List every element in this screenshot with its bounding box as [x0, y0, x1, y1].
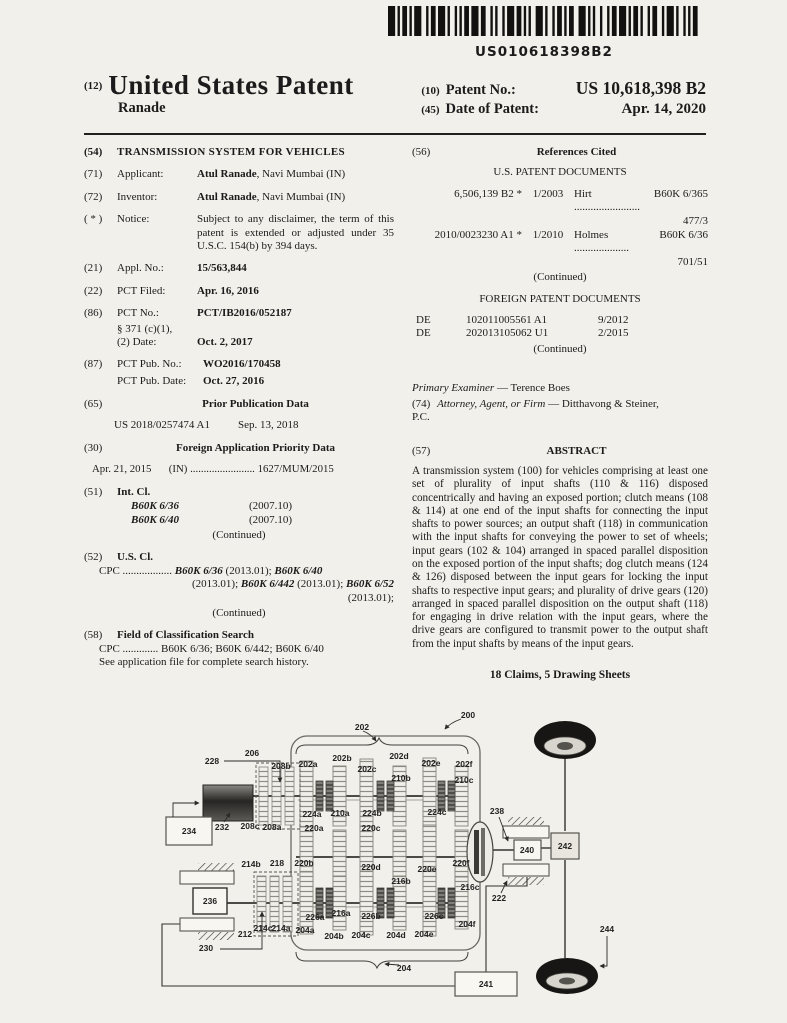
abstract-text: A transmission system (100) for vehicles comprising at least one set of plurality of input shafts (110 & 116) disposed concentrically and having an exposed portion; clutch means (108 & 114) at one end of the input shafts for connecting the input shafts to power sources; an output shaft (118) in communication with the input shafts for conveying the power to set of wheels; input gears (102 & 104) arranged in spaced parallel disposition on the exposed portion of the input shafts; dog clutch means (124 & 126) disposed between the input gears for locking the input shafts to respective input gears; and plurality of drive gears (120) arranged in spaced parallel disposition on the output shaft (118) for engaging in drive relation with the input gears, where the drive gears are configured to transmit power to the output shaft from the input shafts by means of the input gears. [412, 464, 708, 650]
us-ref-line1 [412, 188, 708, 215]
field-num: (30) [84, 442, 103, 455]
pct-filed-label: PCT Filed: [117, 284, 166, 297]
field-search-note: See application file for complete search history. [99, 656, 309, 669]
figure-ref-label-202: 202 [354, 722, 370, 732]
figure-ref-label-218: 218 [269, 858, 285, 868]
transmission-schematic [0, 700, 787, 1023]
figure-ref-label-220d: 220d [361, 862, 381, 872]
us-cl-segment: B60K 6/36 [174, 564, 223, 577]
pct-no-field [84, 307, 394, 349]
sect371-line2 [117, 336, 394, 349]
inventor-label: Inventor: [117, 190, 158, 203]
field-num: (87) [84, 358, 103, 371]
ref-number: 2010/0023230 A1 * [434, 229, 522, 242]
int-cl-entries [84, 500, 394, 527]
appl-no-label: Appl. No.: [117, 262, 164, 275]
figure-ref-label-208c: 208c [240, 821, 260, 831]
figure-ref-label-210b: 210b [391, 773, 411, 783]
inventor-value [197, 191, 394, 204]
spacer [210, 419, 238, 432]
figure-ref-label-224c: 224c [427, 807, 447, 817]
appl-no-value: 15/563,844 [197, 262, 247, 275]
ref-class: B60K 6/365 [653, 187, 708, 200]
figure-ref-label-234: 234 [181, 826, 197, 836]
foreign-date: 2/2015 [598, 327, 629, 340]
priority-number: 1627/MUM/2015 [257, 462, 334, 475]
inventor-surname: Ranade [118, 100, 166, 116]
wheel-bottom-icon [536, 958, 598, 994]
continued-note: (Continued) [533, 271, 587, 284]
figure-ref-label-244: 244 [599, 924, 615, 934]
field-num-45: (45) [421, 104, 440, 116]
ref-name: Hirt ........................ [574, 187, 640, 214]
us-ref-line1 [412, 229, 708, 256]
patent-no-value: US 10,618,398 B2 [575, 78, 706, 98]
figure-ref-label-220b: 220b [294, 858, 314, 868]
figure-ref-label-212: 212 [237, 929, 253, 939]
field-num: (56) [412, 146, 431, 158]
int-cl-code: B60K 6/40 [131, 513, 179, 526]
ref-name: Holmes .................... [574, 229, 629, 255]
foreign-priority-line [92, 463, 394, 476]
foreign-priority-heading [84, 442, 394, 455]
abstract-heading [412, 445, 708, 458]
us-cl-segment: B60K 6/52 [346, 578, 394, 591]
figure-ref-label-216a: 216a [331, 908, 351, 918]
us-cl-segment: B60K 6/40 [274, 564, 323, 577]
continued-note: (Continued) [533, 342, 587, 355]
inventor-rest: , Navi Mumbai (IN) [256, 190, 346, 203]
field-search-title: Field of Classification Search [117, 628, 254, 641]
foreign-number: 102011005561 A1 [466, 314, 548, 327]
figure-ref-label-226b: 226b [361, 911, 381, 921]
priority-date: Apr. 21, 2015 [92, 462, 152, 475]
int-cl-code: B60K 6/36 [131, 500, 179, 513]
brace-204 [296, 952, 468, 968]
figure-ref-label-202a: 202a [298, 759, 318, 769]
attorney-firm: — Ditthavong & Steiner, [545, 397, 659, 410]
foreign-number: 202013105062 U1 [466, 327, 549, 340]
primary-examiner-line [412, 382, 708, 395]
claims-line: 18 Claims, 5 Drawing Sheets [489, 669, 631, 682]
notice-label: Notice: [117, 213, 150, 226]
kind-code: (12) [84, 80, 103, 92]
examiner-label: Primary Examiner [412, 382, 495, 395]
header-rule [84, 133, 706, 135]
foreign-country: DE [416, 327, 431, 340]
figure-ref-label-206: 206 [244, 748, 260, 758]
ref-class2: 477/3 [682, 214, 708, 227]
figure-ref-label-230: 230 [198, 943, 214, 953]
appl-no-field [84, 262, 394, 275]
field-num: (52) [84, 550, 103, 563]
field-num-10: (10) [421, 85, 440, 97]
us-cl-line [99, 565, 394, 578]
pct-no-label: PCT No.: [117, 307, 159, 320]
figure-ref-label-208a: 208a [262, 822, 282, 832]
figure-ref-label-224a: 224a [302, 809, 322, 819]
foreign-priority-title: Foreign Application Priority Data [176, 442, 335, 455]
clutch-disc-220f [467, 822, 493, 882]
figure-ref-label-220a: 220a [304, 823, 324, 833]
foreign-patent-documents [412, 314, 708, 341]
pct-pub-date-value: Oct. 27, 2016 [203, 374, 265, 387]
field-num: ( * ) [84, 213, 103, 226]
bibliographic-columns [84, 146, 708, 682]
applicant-value [197, 168, 394, 181]
document-title: United States Patent [108, 70, 354, 100]
figure-ref-label-214a: 214a [271, 923, 291, 933]
figure-ref-label-204f: 204f [458, 919, 476, 929]
figure-ref-label-210a: 210a [330, 808, 350, 818]
right-column [404, 146, 708, 682]
wheel-top-icon [534, 721, 596, 759]
continued-note: (Continued) [212, 607, 266, 620]
field-num: (65) [84, 398, 103, 411]
barcode-number: US010618398B2 [475, 44, 613, 60]
figure-ref-label-240: 240 [519, 845, 535, 855]
continued-note: (Continued) [212, 529, 266, 542]
figure-ref-label-224b: 224b [362, 808, 382, 818]
pct-no-value: PCT/IB2016/052187 [197, 307, 292, 320]
page-header [84, 70, 706, 118]
header-right [421, 70, 706, 118]
figure-ref-label-216b: 216b [391, 876, 411, 886]
date-of-patent-label: Date of Patent: [445, 101, 539, 117]
field-num: (57) [412, 444, 431, 457]
clutch-206-208 [256, 763, 300, 829]
us-cl-segment: B60K 6/442 [240, 578, 295, 591]
ref-date: 1/2010 [532, 229, 564, 242]
figure-ref-label-202c: 202c [357, 764, 377, 774]
applicant-field [84, 168, 394, 181]
field-num: (86) [84, 307, 103, 320]
figure-ref-label-222: 222 [491, 893, 507, 903]
invention-title: TRANSMISSION SYSTEM FOR VEHICLES [117, 146, 345, 158]
us-patent-documents [412, 188, 708, 269]
sect371 [117, 323, 394, 350]
us-cl-segment: (2013.01); [294, 578, 347, 591]
priority-country: (IN) [168, 462, 188, 475]
foreign-date: 9/2012 [598, 314, 629, 327]
figure-ref-label-226c: 226c [424, 911, 444, 921]
us-ref-row [412, 229, 708, 269]
patent-no-label: Patent No.: [445, 82, 516, 98]
figure-ref-label-204c: 204c [351, 930, 371, 940]
pct-pub-value: WO2016/170458 [203, 358, 281, 371]
barcode-stripes-icon [388, 6, 700, 38]
int-cl-title: Int. Cl. [117, 485, 151, 498]
applicant-label: Applicant: [117, 168, 164, 181]
barcode [388, 6, 700, 60]
figure-ref-label-204: 204 [396, 963, 412, 973]
foreign-ref-row [416, 327, 708, 340]
applicant-name: Atul Ranade [197, 168, 257, 181]
header-left [84, 70, 354, 118]
int-cl-entry [131, 500, 394, 513]
int-cl-heading [84, 486, 394, 499]
title-field [84, 146, 394, 159]
us-cl-title: U.S. Cl. [117, 550, 154, 563]
figure-ref-label-228: 228 [204, 756, 220, 766]
prior-pub-line [114, 419, 394, 432]
field-num: (54) [84, 146, 103, 158]
figure-ref-label-238: 238 [489, 806, 505, 816]
spacer [84, 375, 117, 388]
figure-ref-label-202f: 202f [455, 759, 473, 769]
foreign-docs-heading: FOREIGN PATENT DOCUMENTS [479, 292, 641, 305]
us-cl-line [99, 592, 394, 605]
prior-pub-heading [84, 398, 394, 411]
us-cl-lines [99, 565, 394, 605]
foreign-country: DE [416, 314, 431, 327]
us-cl-segment: CPC .................. [99, 564, 175, 577]
us-cl-segment: (2013.01); [347, 591, 394, 604]
us-ref-row [412, 188, 708, 228]
us-cl-line [99, 578, 394, 591]
us-docs-heading: U.S. PATENT DOCUMENTS [493, 166, 627, 179]
ref-date: 1/2003 [532, 187, 564, 200]
field-num: (74) [412, 397, 431, 410]
inventor-name: Atul Ranade [197, 190, 257, 203]
date-371-label: (2) Date: [117, 336, 157, 349]
inventor-field [84, 191, 394, 204]
figure-ref-label-214b: 214b [241, 859, 261, 869]
field-search-cpc: CPC ............. B60K 6/36; B60K 6/442; B60K 6/40 [99, 642, 324, 655]
ref-number: 6,506,139 B2 * [454, 187, 522, 200]
pct-pub-date-label: PCT Pub. Date: [117, 374, 187, 387]
us-cl-segment: (2013.01); [222, 564, 275, 577]
prior-pub-date: Sep. 13, 2018 [237, 418, 299, 431]
notice-text: Subject to any disclaimer, the term of this patent is extended or adjusted under 35 U.S.C. 154(b) by 394 days. [197, 213, 394, 253]
date-of-patent-value: Apr. 14, 2020 [621, 101, 706, 117]
figure-ref-label-226a: 226a [305, 912, 325, 922]
ref-class: B60K 6/36 [659, 229, 708, 242]
left-column [84, 146, 404, 682]
figure-ref-label-204d: 204d [386, 930, 406, 940]
field-num: (71) [84, 168, 103, 181]
field-num: (51) [84, 485, 103, 498]
pct-pub-field [84, 358, 394, 388]
foreign-ref-row [416, 314, 708, 327]
figure-ref-label-202e: 202e [421, 758, 441, 768]
figure-ref-label-202d: 202d [389, 751, 409, 761]
pct-pub-label: PCT Pub. No.: [117, 358, 182, 371]
figure-ref-label-210c: 210c [454, 775, 474, 785]
figure-ref-label-216c: 216c [460, 882, 480, 892]
figure-ref-label-220f: 220f [452, 858, 470, 868]
figure-ref-label-242: 242 [557, 841, 573, 851]
attorney-label: Attorney, Agent, or Firm [437, 397, 546, 410]
dot-leader: ........................ [190, 462, 255, 475]
figure-ref-label-236: 236 [202, 896, 218, 906]
figure-ref-label-202b: 202b [332, 753, 352, 763]
field-num: (21) [84, 262, 103, 275]
pct-filed-field [84, 285, 394, 298]
date-371-value: Oct. 2, 2017 [197, 336, 253, 349]
figure-ref-label-200: 200 [460, 710, 476, 720]
figure-ref-label-220c: 220c [361, 823, 381, 833]
us-cl-heading [84, 551, 394, 564]
sect371-line1: § 371 (c)(1), [117, 322, 173, 335]
notice-field [84, 213, 394, 253]
field-num: (22) [84, 284, 103, 297]
prior-pub-title: Prior Publication Data [202, 398, 309, 411]
brace-202 [296, 738, 468, 754]
prior-pub-number: US 2018/0257474 A1 [114, 418, 210, 431]
field-search-heading [84, 629, 394, 642]
figure-ref-label-208b: 208b [271, 761, 291, 771]
figure-ref-label-232: 232 [214, 822, 230, 832]
ref-class2: 701/51 [677, 255, 708, 268]
figure-ref-label-204b: 204b [324, 931, 344, 941]
references-heading [412, 146, 708, 159]
attorney-firm-line2: P.C. [412, 411, 430, 424]
figure-ref-label-204e: 204e [414, 929, 434, 939]
figure-ref-label-220e: 220e [417, 864, 437, 874]
attorney-line [412, 398, 708, 425]
references-title: References Cited [536, 146, 617, 158]
figure-ref-label-214c: 214c [253, 923, 273, 933]
spacer [84, 323, 117, 350]
field-num: (72) [84, 190, 103, 203]
applicant-rest: , Navi Mumbai (IN) [256, 168, 346, 181]
int-cl-entry [131, 514, 394, 527]
abstract-title: ABSTRACT [546, 444, 607, 457]
figure-ref-label-204a: 204a [295, 925, 315, 935]
patent-drawing-fig1 [0, 700, 787, 1023]
figure-ref-label-241: 241 [478, 979, 494, 989]
pct-filed-value: Apr. 16, 2016 [197, 284, 259, 297]
int-cl-year: (2007.10) [249, 513, 293, 526]
field-num: (58) [84, 628, 103, 641]
us-cl-segment: (2013.01); [192, 578, 241, 591]
int-cl-year: (2007.10) [249, 500, 293, 513]
examiner-name: — Terence Boes [494, 382, 570, 395]
